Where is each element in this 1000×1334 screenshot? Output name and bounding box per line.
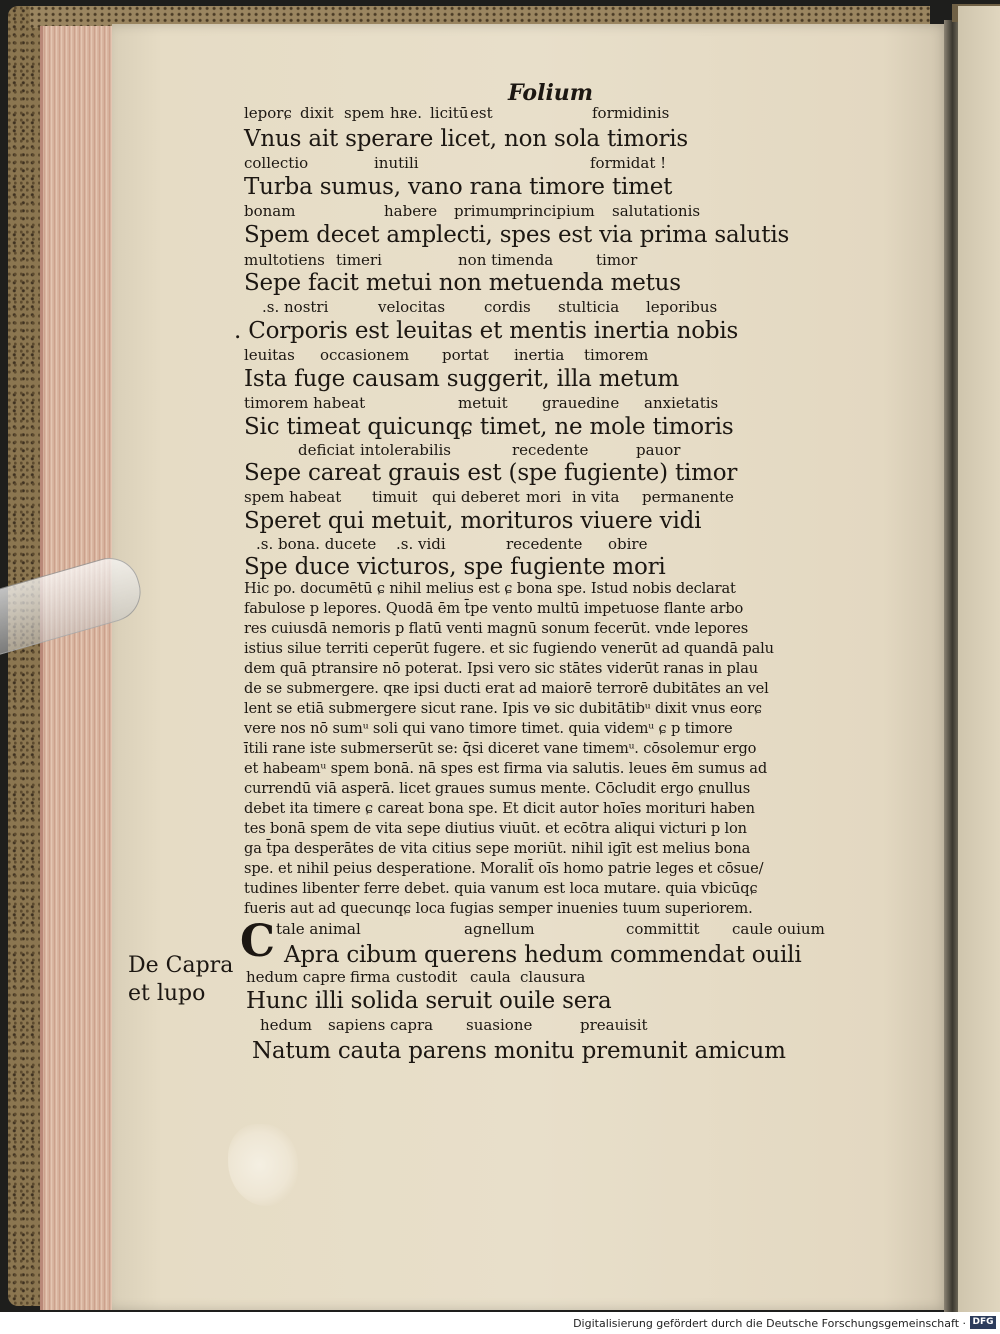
prose-line: de se submergere. qʀe ipsi ducti erat ad maiorē terrorē dubitātes an vel: [244, 680, 769, 697]
prose-line: Hic po. documētū ɕ nihil melius est ɕ bona spe. Istud nobis declarat: [244, 580, 736, 597]
gloss-word: formidinis: [592, 104, 670, 122]
gloss-line: [246, 970, 666, 986]
prose-line: vere nos nō sumᵘ soli qui vano timore timet. quia videmᵘ ɕ p timore: [244, 720, 733, 737]
gloss-word: inutili: [374, 154, 419, 172]
prose-line: res cuiusdā nemoris p flatū venti magnū sonum fecerūt. vnde lepores: [244, 620, 749, 637]
gloss-word: qui deberet: [432, 488, 520, 506]
gloss-word: est: [470, 104, 493, 122]
prose-line: currendū viā asperā. licet graues sumus mente. Cōcludit ergo ɕnullus: [244, 780, 751, 797]
gloss-word: spem habeat: [244, 488, 342, 506]
verse-line: Turba sumus, vano rana timore timet: [244, 174, 673, 200]
gloss-word: bonam: [244, 202, 296, 220]
gloss-word: hʀe.: [390, 104, 423, 122]
gloss-word: intolerabilis: [360, 441, 451, 459]
gloss-word: caula: [470, 968, 511, 986]
gloss-word: committit: [626, 920, 700, 938]
gloss-line: [244, 106, 684, 122]
gloss-line: [298, 443, 718, 459]
gloss-word: principium: [512, 202, 595, 220]
gloss-word: suasione: [466, 1016, 533, 1034]
gloss-line: [244, 396, 744, 412]
gloss-line: [276, 922, 836, 938]
gloss-word: inertia: [514, 346, 565, 364]
prose-line: lent se etiā submergere sicut rane. Ipis vɵ sic dubitātibᵘ dixit vnus eorɕ: [244, 700, 762, 717]
gloss-word: collectio: [244, 154, 309, 172]
prose-line: debet ita timere ɕ careat bona spe. Et dicit autor hoīes morituri haben: [244, 800, 755, 817]
gloss-word: formidat !: [590, 154, 667, 172]
gloss-word: timor: [596, 251, 638, 269]
gloss-word: salutationis: [612, 202, 701, 220]
gloss-line: [244, 156, 684, 172]
gloss-word: timeri: [336, 251, 382, 269]
prose-line: ītili rane iste submerserūt se: q̄si diceret vane timemᵘ. cōsolemur ergo: [244, 740, 757, 757]
gloss-line: [244, 490, 764, 506]
gloss-word: leporɕ: [244, 104, 292, 122]
prose-line: spe. et nihil peius desperatione. Moralit̄ oīs homo patrie leges et cōsue/: [244, 860, 764, 877]
gloss-word: leuitas: [244, 346, 295, 364]
verse-line: Apra cibum querens hedum commendat ouili: [284, 942, 802, 968]
footer-credit: Digitalisierung gefördert durch die Deutsche Forschungsgemeinschaft ·: [573, 1317, 966, 1330]
prose-line: istius silue territi ceperūt fugere. et sic fugiendo venerūt ad quandā palu: [244, 640, 774, 657]
gloss-word: in vita: [572, 488, 620, 506]
gloss-word: recedente: [506, 535, 583, 553]
gloss-word: caule ouium: [732, 920, 825, 938]
gloss-word: hedum capre: [246, 968, 346, 986]
gloss-word: habere: [384, 202, 438, 220]
gloss-word: occasionem: [320, 346, 410, 364]
gloss-word: agnellum: [464, 920, 535, 938]
gloss-word: portat: [442, 346, 489, 364]
gloss-line: [256, 537, 676, 553]
footer-bar: [0, 1312, 1000, 1334]
prose-line: dem quā ptransire nō poterat. Ipsi vero sic stātes viderūt ranas in plau: [244, 660, 759, 677]
verse-line: Speret qui metuit, morituros viuere vidi: [244, 508, 702, 534]
gloss-line: [244, 348, 684, 364]
gloss-word: velocitas: [378, 298, 446, 316]
gloss-word: firma: [350, 968, 391, 986]
gloss-word: recedente: [512, 441, 589, 459]
gloss-word: hedum: [260, 1016, 313, 1034]
gloss-line: [262, 300, 742, 316]
gloss-word: custodit: [396, 968, 458, 986]
gloss-word: preauisit: [580, 1016, 648, 1034]
prose-line: fueris aut ad quecunqɕ loca fugias semper inuenies tuum superiorem.: [244, 900, 753, 917]
gloss-line: [244, 204, 764, 220]
gloss-word: cordis: [484, 298, 531, 316]
verse-line: Natum cauta parens monitu premunit amicum: [252, 1038, 786, 1064]
prose-line: ga t̄pa desperātes de vita citius sepe moriūt. nihil igīt est melius bona: [244, 840, 751, 857]
verse-line: Sepe facit metui non metuenda metus: [244, 270, 681, 296]
verse-line: . Corporis est leuitas et mentis inertia nobis: [234, 318, 739, 344]
dfg-logo: DFG: [970, 1316, 996, 1329]
gloss-word: pauor: [636, 441, 681, 459]
verse-line: Spe duce victuros, spe fugiente mori: [244, 554, 666, 580]
gloss-word: stulticia: [558, 298, 620, 316]
prose-line: et habeamᵘ spem bonā. nā spes est firma via salutis. leues ēm sumus ad: [244, 760, 768, 777]
gloss-word: dixit: [300, 104, 334, 122]
verse-line: Spem decet amplecti, spes est via prima salutis: [244, 222, 790, 248]
verse-line: Vnus ait sperare licet, non sola timoris: [244, 126, 689, 152]
gloss-word: .s. nostri: [262, 298, 329, 316]
gloss-word: anxietatis: [644, 394, 719, 412]
gloss-word: timuit: [372, 488, 418, 506]
prose-line: tes bonā spem de vita sepe diutius viuūt. et ecōtra aliqui victuri p lon: [244, 820, 747, 837]
prose-line: fabulose p lepores. Quodā ēm t̄pe vento multū impetuose flante arbo: [244, 600, 744, 617]
gloss-word: .s. bona. ducete: [256, 535, 377, 553]
gloss-line: [244, 253, 684, 269]
fable-margin-title: De Capra et lupo: [128, 953, 234, 1007]
gloss-word: obire: [608, 535, 648, 553]
gloss-word: non timenda: [458, 251, 554, 269]
gloss-word: grauedine: [542, 394, 620, 412]
gloss-word: sapiens capra: [328, 1016, 434, 1034]
gloss-word: leporibus: [646, 298, 718, 316]
initial-letter: C: [240, 916, 276, 967]
gloss-word: licitū: [430, 104, 469, 122]
gloss-word: timorem: [584, 346, 649, 364]
gloss-word: tale animal: [276, 920, 361, 938]
verse-line: Sepe careat grauis est (spe fugiente) timor: [244, 460, 738, 486]
gloss-word: primum: [454, 202, 514, 220]
verse-line: Hunc illi solida seruit ouile sera: [246, 988, 612, 1014]
gloss-word: spem: [344, 104, 385, 122]
prose-line: tudines libenter ferre debet. quia vanum est loca mutare. quia vbicūqɕ: [244, 880, 758, 897]
verse-line: Ista fuge causam suggerit, illa metum: [244, 366, 680, 392]
gloss-word: permanente: [642, 488, 734, 506]
gloss-line: [260, 1018, 680, 1034]
gloss-word: multotiens: [244, 251, 325, 269]
gloss-word: .s. vidi: [396, 535, 446, 553]
gloss-word: timorem habeat: [244, 394, 366, 412]
page-header: Folium: [508, 80, 594, 106]
gloss-word: metuit: [458, 394, 508, 412]
gloss-word: clausura: [520, 968, 586, 986]
gloss-word: deficiat: [298, 441, 355, 459]
verse-line: Sic timeat quicunqɕ timet, ne mole timoris: [244, 414, 734, 440]
gloss-word: mori: [526, 488, 562, 506]
